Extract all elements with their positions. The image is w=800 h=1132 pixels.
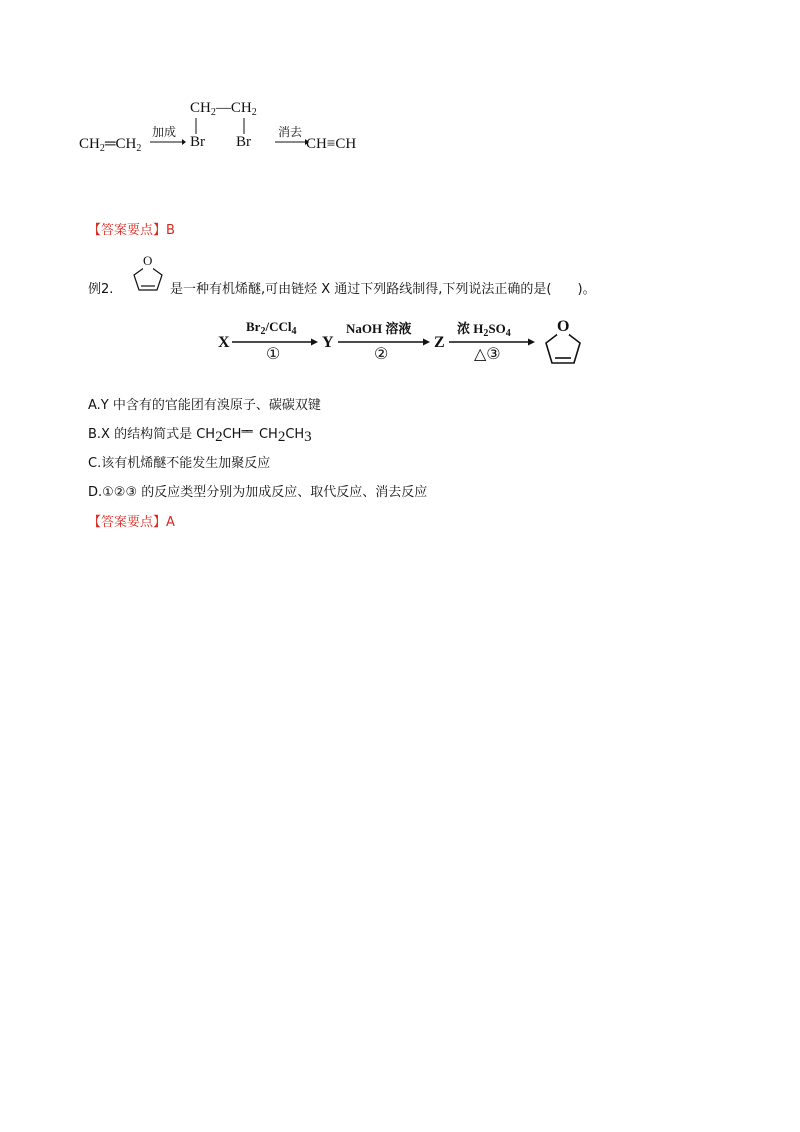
scheme-x: X xyxy=(218,334,230,351)
answer-label: 【答案要点】 xyxy=(88,223,167,238)
step2-label: 消去 xyxy=(278,125,303,139)
product-ring-oxygen: O xyxy=(557,318,570,335)
option-a: A.Y 中含有的官能团有溴原子、碳碳双键 xyxy=(88,398,321,413)
scheme-y: Y xyxy=(322,334,334,351)
answer-2 xyxy=(88,511,175,530)
example-prefix: 例2. xyxy=(88,282,114,297)
double-bond: ══ xyxy=(241,425,251,438)
reactant-ethylene: $CH_2═CH_2$ xyxy=(79,136,142,154)
answer-value: B xyxy=(166,223,175,238)
option-c: C.该有机烯醚不能发生加聚反应 xyxy=(88,456,271,471)
option-b-text: B.X 的结构简式是 CH xyxy=(88,427,216,442)
answer-value: A xyxy=(166,515,175,530)
ring-oxygen: O xyxy=(143,253,153,268)
option-b: B.X 的结构简式是 $CH_2CH^{══}$ $CH_2CH_3$ xyxy=(88,425,312,445)
option-d: D.①②③ 的反应类型分别为加成反应、取代反应、消去反应 xyxy=(88,485,428,500)
scheme-z: Z xyxy=(434,334,445,351)
answer-1 xyxy=(88,219,175,238)
example-stem: 是一种有机烯醚,可由链烃 X 通过下列路线制得,下列说法正确的是( )。 xyxy=(170,282,596,297)
intermediate-top: $CH_2—CH_2$ xyxy=(190,100,257,118)
product-acetylene: CH≡CH xyxy=(306,136,357,152)
arrow-1 xyxy=(150,138,186,146)
step-2-marker: ② xyxy=(374,346,389,363)
reagent-2: NaOH 溶液 xyxy=(346,321,412,336)
step-3-marker: △③ xyxy=(474,346,501,363)
arrow-2 xyxy=(275,138,309,146)
dihydrofuran-structure xyxy=(128,254,168,294)
answer-label: 【答案要点】 xyxy=(88,515,167,530)
br-left: Br xyxy=(190,134,205,150)
reagent-1: $Br_2/CCl_4$ xyxy=(246,319,297,337)
br-right: Br xyxy=(236,134,251,150)
step1-label: 加成 xyxy=(152,125,177,139)
scheme-product xyxy=(538,316,588,368)
step-1-marker: ① xyxy=(266,346,281,363)
reagent-3: 浓 $H_2SO_4$ xyxy=(457,321,511,339)
